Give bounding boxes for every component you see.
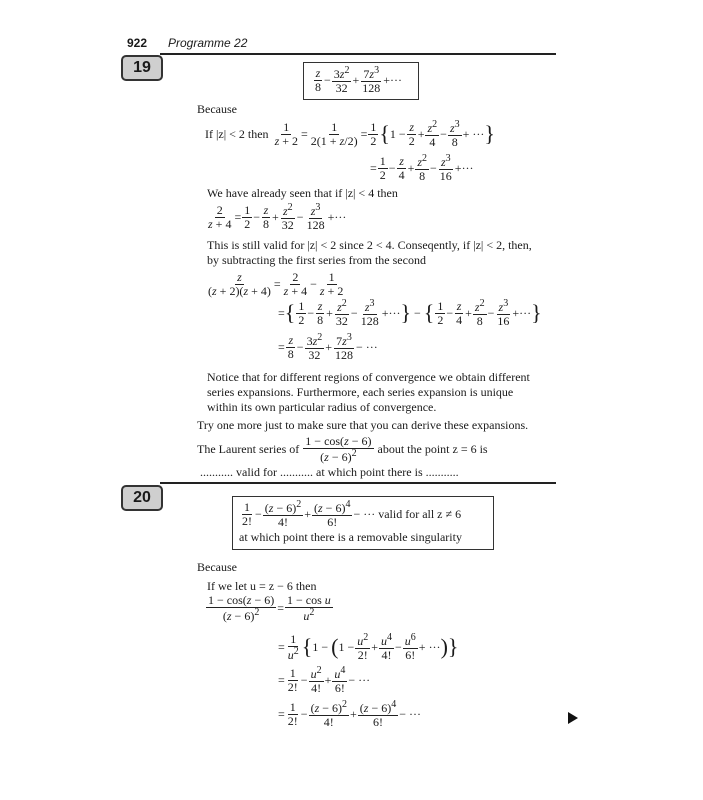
programme-title: Programme 22 [168,36,248,50]
next-page-arrow-icon [568,712,578,724]
paragraph-text: series expansions. Furthermore, each series expansion is unique [207,385,514,399]
equation-line: The Laurent series of 1 − cos(z − 6) $(z - 6)^2$ about the point z = 6 is [197,434,488,464]
header-rule [160,53,556,55]
paragraph-text: If we let u = z − 6 then [207,579,317,593]
equation-line: = $\frac{1}{2}$ − $\frac{z}{4}$ + $\frac{z^2}{8}$ − $\frac{z^3}{16}$ +··· [370,153,474,183]
equation-line: = $\frac{1}{2!}$ − $\frac{u^2}{4!}$ + $\frac{u^4}{6!}$ − ··· [278,665,371,695]
section-rule [160,482,556,484]
equation-line: = $\frac{z}{8}$ − $\frac{3z^2}{32}$ + $\frac{7z^3}{128}$ − ··· [278,332,378,362]
because-label: Because [197,102,237,116]
equation-line: $\frac{z}{(z + 2)(z + 4)}$ = $\frac{2}{z + 4}$ − $\frac{1}{z + 2}$ [208,270,344,298]
paragraph-text: Try one more just to make sure that you can derive these expansions. [197,418,529,432]
blank-fill-line: ........... valid for ........... at which point there is ........... [200,465,459,479]
equation-line: = { 1 2 − $\frac{z}{8}$ + $\frac{z^2}{32}$ − $\frac{z^3}{128}$ +··· } − { 1 2 − $\frac{z}{4}$ + $\frac{z^2}{8}$ − $\frac{z^3}{16}$ +··· } [278,298,542,328]
paragraph-text: Notice that for different regions of convergence we obtain different [207,370,530,384]
paragraph-text: within its own particular radius of convergence. [207,400,437,414]
equation-line: $\frac{2}{z + 4}$ = $\frac{1}{2}$ − $\frac{z}{8}$ + $\frac{z^2}{32}$ − $\frac{z^3}{128}$ +··· [208,202,347,232]
valid-all-text: valid for all z ≠ 6 [378,506,462,521]
equation-line: = $\frac{1}{2!}$ − $\frac{(z - 6)^2}{4!}$ + $\frac{(z - 6)^4}{6!}$ − ··· [278,699,421,729]
laurent-text-b: about the point z = 6 is [377,441,488,456]
equation-line: = $\frac{1}{u^2}$ { 1 − ( 1 − $\frac{u^2}{2!}$ + $\frac{u^4}{4!}$ − $\frac{u^6}{6!}$ + ··· )} [278,632,459,662]
equation-line: If |z| < 2 then $\frac{1}{z + 2}$ = $\frac{1}{2(1 + z/2)}$ = $\frac{1}{2}$ { 1 − $\frac{z}{2}$ + $\frac{z^2}{4}$ − $\frac{z^3}{8}$ + ··· } [205,119,495,149]
equation-line: $\frac{1 - \cos(z - 6)}{(z - 6)^2}$ = $\frac{\text{1 − cos u}}{u^2}$ [208,593,331,623]
removable-text: at which point there is a removable singularity [239,530,462,544]
answer-box-20: 1 2! − $\frac{(z - 6)^2}{4!}$ + $\frac{(z - 6)^4}{6!}$ − ··· valid for all z ≠ 6 at which point there is a removable singularity [232,496,494,550]
frame-number-badge: 20 [121,485,163,511]
paragraph-text: by subtracting the first series from the second [207,253,426,267]
equation-text: If |z| < 2 then [205,126,269,141]
frame-number-badge: 19 [121,55,163,81]
answer-box-19: z 8 − $\frac{3z^2}{32}$ + $\frac{7z^3}{128}$ +··· [303,62,419,100]
paragraph-text: We have already seen that if |z| < 4 then [207,186,398,200]
because-label: Because [197,560,237,574]
paragraph-text: This is still valid for |z| < 2 since 2 < 4. Conseqently, if |z| < 2, then, [207,238,532,252]
page-number: 922 [127,36,148,50]
laurent-text-a: The Laurent series of [197,441,300,456]
